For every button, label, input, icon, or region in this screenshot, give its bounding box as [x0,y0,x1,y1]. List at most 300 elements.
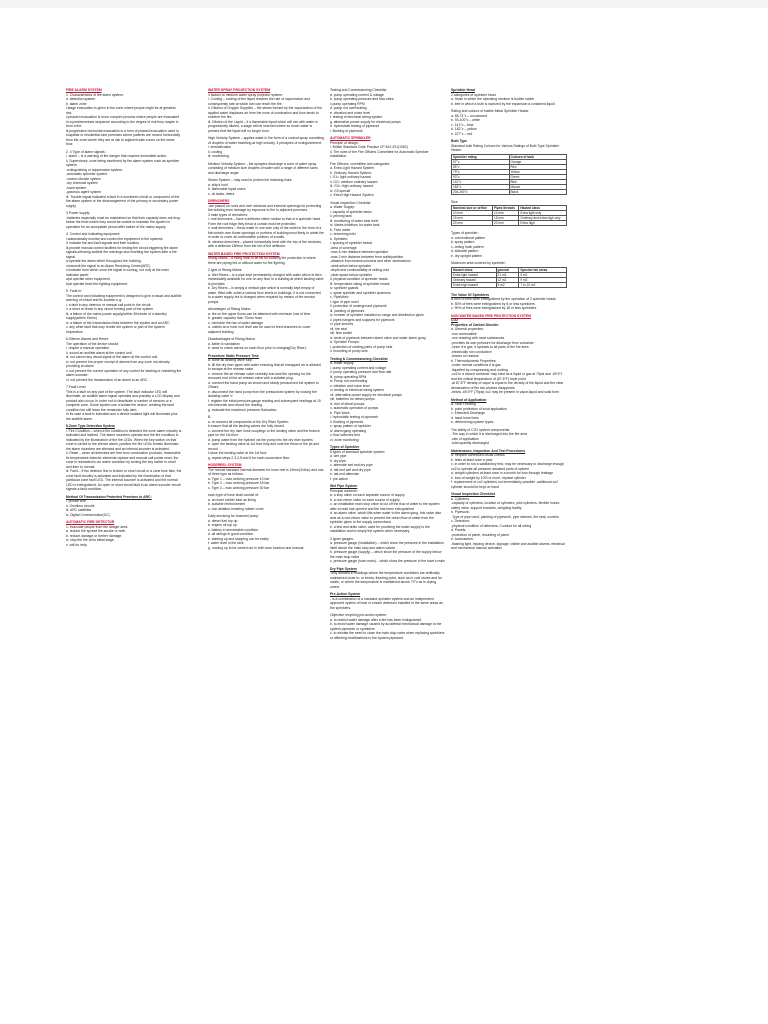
table-cell: Extra light only [519,211,567,216]
text-line: iii. window drenchers – placed horizontally level with the top of the windows, with a deflector 180mm from the foil of the deflector. [208,239,322,248]
text-line: ii. Omnibus circuits [66,503,95,508]
text-line: a.55% of fires were extinguished by the operation of 2 sprinkler heads [451,297,556,301]
text-line: Fire Officers, committee rest categories: [330,161,391,166]
table-cell: 57°c [452,159,510,164]
text-line: d. an alarm valve, which lifts when water to the alarm gong, this valve also acts as a non-return valve to prevent the return flow of water from the sprinkler pipes to the supply connections [330,511,442,524]
text-line: iii. G3= High ordinary hazard [330,184,374,188]
text-line: a. General properties: [451,327,484,331]
section-heading: Method Of Transmission Protected Premises to ARC: [66,494,152,499]
text-line: b. flammable liquid users [208,187,246,191]
text-line: iv. a failure of the transmission links between the system and an ARC [66,320,170,325]
text-line: i.automatically monitor and control the equipment in the systems. [66,236,164,241]
block [451,327,567,395]
text-line: -flashing light, tripping device, signage, visible and audible alarms, electrical and mechanical manual activation [451,541,565,550]
text-line: iv. Varies inhibitors for water tank [330,223,380,227]
text-line: b. bee in which a bulb is ruptured by the expansion a contained liquid [451,101,555,106]
text-line: d. all wirings in good condition [208,532,254,536]
table-header-cell: Nominal size or orifice [452,206,493,211]
text-line: c. Detectors: [451,519,471,523]
text-line: ii. cooling [208,149,223,154]
text-line: i. British Standard Code Practice CP 402-201(1952) [330,145,408,149]
text-line: h. hydrostatic testing of pipework [330,124,380,128]
text-line: g. running up to be carried out in both auto function and manual [208,545,304,550]
text-line: iv. G3 special [330,188,351,193]
text-line: iii.progressive horizontal evacuation is a form of phased evacuation used in hospitals or residential care premises where patients are moved horizontally from the zone where they are at risk to adjacent safe zones on the same floor. [66,128,181,146]
table-cell: 93°c [452,174,510,179]
text-line: Visual Inspection Checklist: [330,200,372,205]
text-line: -electrically non conductive [451,349,492,354]
text-line: iii. pump operating RPM [330,374,367,379]
text-line: -batteries especially must be maintained so that their capacity does not drop below the level where they would be unable to maintain the system in operation for an acceptable period after failure of the mains supply. [66,215,181,229]
text-line: viii. batteries for diesel pumps [330,397,375,401]
text-line: b. a non-return valve on each source of supply [330,497,400,502]
text-line: vi. zone monitoring [330,437,359,442]
text-line: v. not prevent the correct operation of any control for starting or restarting fire alarm sounder. [66,368,182,377]
text-line: vi.indicate form which zone the signal is coming, not only at the main indicator panel: [66,268,169,277]
text-line: i. G1= light ordinary hazard [330,175,371,179]
block [66,429,182,492]
block [330,141,446,159]
text-line: Advantages of Rising Mains: [208,307,251,311]
text-line: c. pressure gauge (town main) – which show the pressure in the town's main [330,559,445,563]
column-sprinkler [330,88,446,640]
text-line: a. a stop valve on each separate source of supply [330,493,405,497]
table-row [452,282,567,287]
text-line: c. 141°c – blue [451,122,474,127]
text-line: -foam system [66,185,87,190]
text-line: i. hydrostatic testing of pipework [330,415,379,419]
text-line: b. pump operating pressure and flow rates [330,97,394,101]
text-line: d. Panels: [451,528,467,532]
text-line: b. alarm zone [66,101,87,106]
text-line: i. private wire [66,499,86,503]
text-line: -distance from beams,columns and other obstructions [330,259,411,263]
column-fire-alarm [66,88,182,547]
block [66,525,182,548]
text-line: -Type of pipe used, painting of pipework, pipe sleeves, fire seal, nozzles [451,514,559,519]
text-line: -max 2 min distance between from walls/partition [330,254,404,259]
section-heading: NON WATER BASED FIRE PROTECTION SYSTEM [451,313,531,318]
text-line: Rating and colours of fusible Metal Sprinkler Heads: [451,109,530,113]
text-line: b. pressure gauge (supply) – which show the pressure of the supply below the main stop valve [330,550,442,559]
text-line: d. 182°c – yellow [451,127,477,131]
text-line: e. loss of weight by 10% or more, replace cylinder [451,475,526,480]
section-heading: Bulb Type [451,139,468,143]
text-line: High Velocity System – applies water in the form of a conical spray consisting of droplets of water travelling at high velocity, 3 principles of extinguishment: [208,136,324,145]
text-line: c. connect the dry riser hose couplings to the landing valve and the branch pipe for the 1st floor. [208,428,320,437]
text-line: i. alarm – is a warning of fire danger that requires immediate action. [66,154,168,158]
text-line: i. Fire Condition – when a fire condition is detected the zone alarm circuitry is activated and latched. The alarm sounders operate and the fire condition is indicated by the illumination of the fire LEDs. When the key switch on that zone is turned to the silence alarm, position the fire LEDs remain illuminate, the alarm sounders are silenced and an internal sounder is activated. [66,428,182,451]
table-header-cell: Hazard class [519,206,567,211]
text-line: vi. not prevent the transmission of an alarm to an ARC. [66,377,149,382]
text-line: d. weight cylinders at least once in a month for loss through leakage [451,471,553,475]
text-line: Types of sprinkler: [451,231,479,235]
text-line: ii. The rules of the Fire Officers Committee for Automatic Sprinkler Installation. [330,149,429,158]
text-line: each type of hose shall consist of: [208,493,259,497]
block [66,93,182,147]
text-line: 6 types of standard sprinkler system: [330,449,386,454]
table-cell: 9 m2 [519,272,567,277]
text-line: 2 categories of sprinkler head: [451,92,497,97]
text-line: e. open the landing valve at 1st floor fully and note the throw of the jet and record. [208,442,320,451]
text-line: iii. not cancel any visual signal of fire alarm at the control unit. [66,355,159,359]
text-line: b. to avoid water damage caused by accidental mechanical damage to the system pipework or sprinklers [330,622,442,631]
table-row [452,221,567,226]
section-heading: The Value Of Sprinklers [451,292,490,297]
text-line: Principle of design: [330,140,359,145]
text-line: c. Type 3 – max working pressure 30 bar [208,485,270,490]
text-line: d. outlets at or near roof level can be used to feed branches to cover adjacent building [208,325,311,334]
text-line: d. sidewall pattern [451,249,479,253]
block [208,204,324,249]
text-line: e. determining system types: [451,420,495,424]
text-line: -max & min distance between sprinkler [330,250,389,254]
table-cell: 20 mm [492,221,518,226]
table-cell: 15 mm [452,216,493,221]
text-line: x. automatic operation of pumps [330,406,379,410]
text-line: d. pump not overheating [330,106,367,110]
text-line: 2. 4 Type of alarm signals: [66,149,106,154]
text-line: a. ship's hold [208,182,228,187]
text-line: c. 90% of fires were extinguished by 18 or less sprinklers [451,306,537,310]
text-line: b. spray pattern [451,240,475,244]
top-toolbar-strip [0,0,768,8]
text-line: b. Ordinary Hazard System: [330,170,372,175]
section-heading: WATER BASED FIRE PROTECTION SYSTEM [208,251,280,256]
text-line: iii. painting of pipework [330,308,365,313]
text-line: -co2 in a closed container may exist as a liquid or gas at 75psi and -69.9°f and the critical temperature of (87.8°F) triple point [451,372,562,381]
block [330,597,446,611]
text-line: iv. stop the fire at its initial stage. [66,538,115,542]
block [330,162,446,198]
text-line: f. replacement of co2 cylinders not immediately possible -additional co2 cylinder should be kept on hand [451,480,559,489]
text-line: b. Flow meter [330,227,351,232]
text-line: B. [208,415,212,419]
block [66,289,182,334]
section-heading: HOSEREEL SYSTEM [208,463,242,467]
section-heading: Procedure Static Pressure Test: [208,353,260,358]
block [208,256,324,265]
text-line: c. alternate wet and dry pipe [330,463,373,467]
text-line: -extinguishing or suppression system: [66,167,123,172]
table-cell: 21 m2 [496,272,519,277]
text-line: b. engine oil top up [208,523,237,527]
text-line: c. PipeWork: [330,295,350,299]
text-line: -capacity of cylinders, location of cylinders, pilot cylinders, flexible hoses, safety valve, support brackets, weighing facility [451,501,561,510]
table-cell: Black [509,189,567,194]
text-line: d. Sprinkler Pumps: [330,340,360,344]
text-line: 6.Silence Alarms and Reset: [66,337,109,341]
text-line: 3 types gauges: [330,536,354,541]
text-line: - is a combination of a standard sprinkler system and an independent approved system of heat or smoke detectors installed in the same areas as the sprinklers. [330,596,443,610]
text-line: i. spacing of sprinkler heads [330,241,373,245]
section-heading: Size [451,199,458,204]
text-line: b. Type 2 – max working pressure 18 bar [208,481,270,485]
text-line: ii. sound an audible alarm at the control unit. [66,350,133,355]
text-line: c. Extended Discharge [451,411,486,415]
text-line: vi. testing of electrical wiring system [330,388,384,392]
text-line: ii. wall drenchers – throw water in one side only of the outlet in the form of a flat curtain over those openings or portions of building most likely to admit fire in order to cover all combustible portions of a walls. [208,226,324,239]
text-line: -below -69.9°F (75psi) co2 may be present in vapor,liquid and solid form [451,390,560,394]
text-line: ii. physical condition of sprinkler heads [330,277,388,281]
block [451,297,567,311]
block [208,514,324,550]
text-line: Principal contents: [330,488,358,493]
text-line: c. spray pattern of sprinkler [330,424,371,428]
table-cell: Ordinary and extra high only [519,216,567,221]
block [208,358,324,412]
text-line: -physical condition of detectors, Conduct for all wiring [451,523,532,528]
text-line: b. point protection of local application [451,406,507,411]
text-line: a. those in which the operating medium is fusible solder [451,97,535,101]
text-line: -obstruction below sprinkler [330,263,372,268]
text-line: a. Water supply: [330,361,355,365]
text-line: In its case a fault is indicated and a device isolated light will illuminate plus the audible alarm. [66,412,178,421]
text-line: b. need to check valves on each floor prior to charging(Dry Riser). [208,346,307,350]
text-line: c. in order to run a satisfactory test, may be necessary to discharge enough co2 to operate all pressure actuated parts of system [451,462,565,471]
block [208,93,324,134]
text-line: g. repeat steps 2,3,4,5 and 6 for each successive floor. [208,455,291,460]
text-line: f. water level in the tank [208,541,244,545]
text-line: -non combustible [451,331,477,336]
text-line: i.stage evacuation is given in the zone where people might be at greatest risk. [66,106,176,115]
table-cell: 68°c [452,164,510,169]
text-line: ii. Dilution of Oxygen Supplies – the steam formed by the vaporization of the applied water displaces air form the zone of combustion and thus tends to smother the fire. [208,106,323,119]
table-cell: Ordinary hazard [452,277,497,282]
section-heading: Pre-Action System [330,592,361,596]
text-line: a. fire on the upper floors can be attacked with minimum loss of time [208,311,311,316]
section-heading: Sprinkler Head [451,88,475,92]
text-line: ii. Reset – when all detectors are free from combustion products, reasonable fix temperature detector elements replace and manual call points reset, the zone is reinstated to an active condition by turning the key switch to reset and then to normal. [66,451,181,469]
text-line: iv. Digital Communicator(DC) [66,512,110,517]
text-line: The operation of the device should: [66,341,119,346]
table-cell: Extra high hazard [452,282,497,287]
text-line: -area of coverage [330,245,357,250]
text-line: -total quantity discharged [451,441,489,445]
text-line: iii. monitoring of water tank level [330,218,379,223]
table-cell: Extra light hazard [452,272,497,277]
text-line: iv. not prevent the proper receipt of alarms from any zone not already providing an alarm [66,359,170,368]
size-table [451,205,567,226]
text-line: v. call for help. [66,542,88,547]
text-line: f. register the initial pressure gauge reading and subsequent readings at 15 min intervals and record the reading. [208,398,321,407]
text-line: ii. a short or break in any circuit forming part of the system [66,307,154,311]
text-line: Daily servicing for hosereel pump: [208,514,260,518]
text-line: iii.provide manual control facilities for testing the circuit,triggering fire alarm signals,silencing audible fire warnings and resetting the system after a fire signal. [66,245,178,259]
text-line: a. to restrict water damage after a fire has been extinguished [330,617,422,622]
text-line: a. frequent scheduled visual checks [451,453,505,457]
text-line: -liquefied by compressing and cooling [451,367,508,372]
block [451,402,567,425]
text-line: i. capacity of sprinkler tanks [330,209,372,214]
block [66,150,182,209]
table-cell: 7 to 10 m2 [519,282,567,287]
table-cell: 9 m2 [519,277,567,282]
text-line: a)at operate other equipment [66,277,110,281]
block [66,337,182,382]
text-line: a. pump operating current & voltage [330,92,384,97]
table-cell: Green [509,174,567,179]
text-line: a. Extra Light Hazard System [330,166,375,170]
section-heading: Dry Pipe System [330,566,357,571]
text-line: 4. Control and indicating equipment: [66,232,121,236]
text-line: g. alternative power supply for electrical pumps [330,119,401,124]
text-line: v. any other fault that may render the system or part of the system inoperative. [66,325,165,334]
table-cell: 15 mm [492,216,518,221]
text-line: i. require a manual operation. [66,346,111,350]
text-line: c. minimize the risk of water damage [208,320,264,325]
text-line: ii.phased evacuation is more complex process where people are evacuated in a predetermined sequence according to the degree of risk they maybe in from a fire. [66,115,180,128]
text-line: ix. tests of pipework between alarm valve and water alarm gong [330,335,426,340]
text-line: ii. pump operating pressure and flow rate [330,370,392,374]
text-line: ix. fuel of diesel pumps [330,401,365,406]
section-heading: Maintenance, Inspection And Test Procedures [451,448,526,453]
text-line: -carbon dioxide system [66,176,101,181]
text-line: a. re-connect all components of the Dry Riser System. [208,419,290,424]
text-line: vii. alternative power supply for electrical pumps [330,392,402,397]
text-line: -The way in which it is discharged into the fire area [451,432,528,436]
table-cell: Red [509,164,567,169]
text-line: Objective recycling pre-action system: [330,613,388,617]
text-line: a. Type 1 – max working pressure 10 bar [208,476,270,481]
block [208,268,324,304]
section-heading: Testing & Commissioning Checklist [330,356,388,361]
text-line: b. 80% of fires were extinguished by 8 or less sprinklers [451,301,535,306]
block [330,88,446,133]
block [66,385,182,421]
table-header-cell: Hazard class [452,267,497,272]
text-line: f. pre-action [330,476,348,481]
text-line: iv. Pump not overheating [330,379,368,383]
text-line: a. diesel fuel top up [208,518,238,523]
text-line: 3.Power supply: [66,211,91,215]
text-line: a. reduce the spread fire,smoke or both. [66,529,127,533]
text-line: iv.operate the alarm either throughout the building. [66,259,142,263]
text-line: i. roof drenchers – have a deflector rather similar to that of a sprinkler head. Form the roof ridge they throw a curtain must be protected. [208,217,322,226]
text-line: v. spare sprinkler and sprinkler spanners [330,290,391,295]
text-line: c. non ablation-resisting rubber cover [208,506,264,511]
text-line: c.pump operating RPM [330,101,365,106]
block [451,109,567,136]
block [451,93,567,107]
paragraph: Standard bulb Rating Colours for Various Ratings of Bulb Type Sprinkler Heads: [451,143,560,152]
text-line: iii. smothering [208,154,229,158]
text-line: ii. flushing of pipework [330,419,364,424]
text-line: iii. ARC satellites [66,508,92,512]
text-line: The ability of CO2 system components: [451,427,511,432]
bulb-rating-table [451,154,567,195]
block [330,361,446,442]
text-line: d. pump water from the hydrant via the pump into the dry riser system. [208,437,314,442]
text-line: ii. indicate fire and fault signals and their location. [66,241,140,245]
section-heading: Wet Pipe System [330,484,358,488]
text-line: -dry chemical system [66,181,98,185]
text-line: ii. Supervisory: zone being monitored by fire alarm system such as sprinkler system. [66,158,180,167]
text-line: b. Dry Risers – is simply a vertical pipe which is normally kept empty of water, fitted with outlet a various floor levels in buildings. It is not connected to a water supply but is charged when required by means of fire service pumps. [208,286,321,304]
table-cell: 12 m2 [496,277,519,282]
table-header-cell: Special risk areas [519,267,567,272]
text-line: iv. alarm gang operating [330,428,367,433]
text-line: i. emulsification [208,145,232,149]
text-line: iii. temperature rating of sprinkler heads [330,281,390,286]
area-table [451,267,567,288]
text-line: i. type of pipe used [330,299,359,304]
text-line: a. Water Supply: [330,205,355,209]
block [451,497,567,551]
table-header-cell: Colours of bulb [509,154,567,159]
block [208,415,324,460]
text-line: -leaves no residue [451,354,479,358]
text-line: d. connect the hand pump as shown and slowly pressurized the system to 20bars [208,380,319,389]
text-line: 7.Fault Level: [66,385,87,389]
section-heading: WATER SPRAY PROJECTION SYSTEM [208,88,271,92]
block [208,162,324,176]
block [330,613,446,640]
text-line: 3 factors to medium water spray projector system: [208,92,283,97]
text-line: iii. a failure of the mains power supply(within 30minute of a standby supply)within 15min) [66,311,167,320]
table-cell: Blue [509,179,567,184]
text-line: vii. fire seal [330,326,347,331]
text-line: -under normal conditions it is gas [451,363,501,367]
text-line: ii. priming tank [330,214,352,218]
text-line: a. detection system [66,97,96,101]
text-line: c. Extra High Hazard System [330,193,374,197]
text-line: iii. Trouble signal indicated a fault in a monitored circuit or component of the fire alarm system or the disarrangement of the primary or secondary power supply. [66,194,180,208]
text-line: Testing and Commissioning Checklist: [330,88,388,92]
table-cell: 182°c [452,184,510,189]
text-line: i. Cooling – cooling of the liquid reduces the rate of vaporization and consequently rate at which fuel can reach the fire. [208,97,310,106]
text-line: -clear space below sprinkler [330,272,373,277]
section-subheading: CO2 [451,318,458,322]
text-line: e. dry upright pattern [451,253,483,258]
text-line: -at 87.8°F density of vapor is equal to the density of the liquid and the clear demarcation of the two phases disappears [451,381,564,390]
text-line: ii. protection of underground pipework [330,304,387,308]
text-line: v. pipes hangers and supports for pipework [330,317,395,322]
text-line: v. vibration and noise level [330,383,370,388]
block [66,232,182,286]
text-line: f.close the landing valve at the 1st floor [208,451,267,455]
block [208,178,324,196]
table-cell: Extra high [519,221,567,226]
table-cell: 204-260°c [452,189,510,194]
text-line: iii. Dilution of the Liquid – if a flammable liquid which will mix with water is progressively diluted, a stage will be reached where so much water is present that the liquid will no longer burn. [208,119,318,133]
block [330,450,446,482]
paragraph: Maximum area covered by sprinkler: [451,261,506,265]
text-line: i. flushing of pipework [330,128,363,133]
section-heading: DRENCHERS [208,199,230,203]
text-line: e. 227°c – red [451,131,473,136]
block [330,571,446,589]
text-line: -gaseous agent system [66,190,102,194]
text-line: a. close all landing valve fully. [208,358,253,362]
text-line: e. disconnect the hand pump from the pressurized system by closing the isolating valve V. [208,389,317,398]
text-line: The control and indicating equipment is designed to give a visual and audible warning of a fault and its location e.g: [66,293,182,302]
table-row [452,189,567,194]
text-line: d. tail-end wet and dry pipe [330,467,371,472]
column-water-spray [208,88,324,550]
text-line: b. 93-100°c – white [451,118,481,122]
table-cell: 20 mm [452,221,493,226]
text-line: b. suitable reinforcement [208,502,246,506]
text-line: iii. Fault – If the detector line is broken,or short circuit or a zone fuse fails, the zone fault circuitry is activated and indicated by the illumination of that particular zone fault LED. The internal sounder is activated and the normal LED is extinguished. An open or short circuit fault in an alarm sounder circuit signals a fault condition. [66,469,182,491]
block [208,136,324,159]
text-line: -provides its own pressure for discharge from container [451,340,534,345]
text-line: f. testing of electrical wiring system [330,115,383,119]
text-line: iv. number of sprinkler installed on range and distribution pipes [330,313,424,317]
text-line: -automatic sprinkler system [66,172,108,176]
text-line: This is a fault on any part of the system. The fault indicator LED will illuminate, an audible alarm signal operates and possibly a LCD display and printout also occur. In order not to deactivate a number of sensors or a complete zone. Some system use a isolate the device. creating the fault condition but still leave the remainder fully alert. [66,389,180,412]
section-heading: Properties of Carbon Dioxide: [451,322,500,327]
